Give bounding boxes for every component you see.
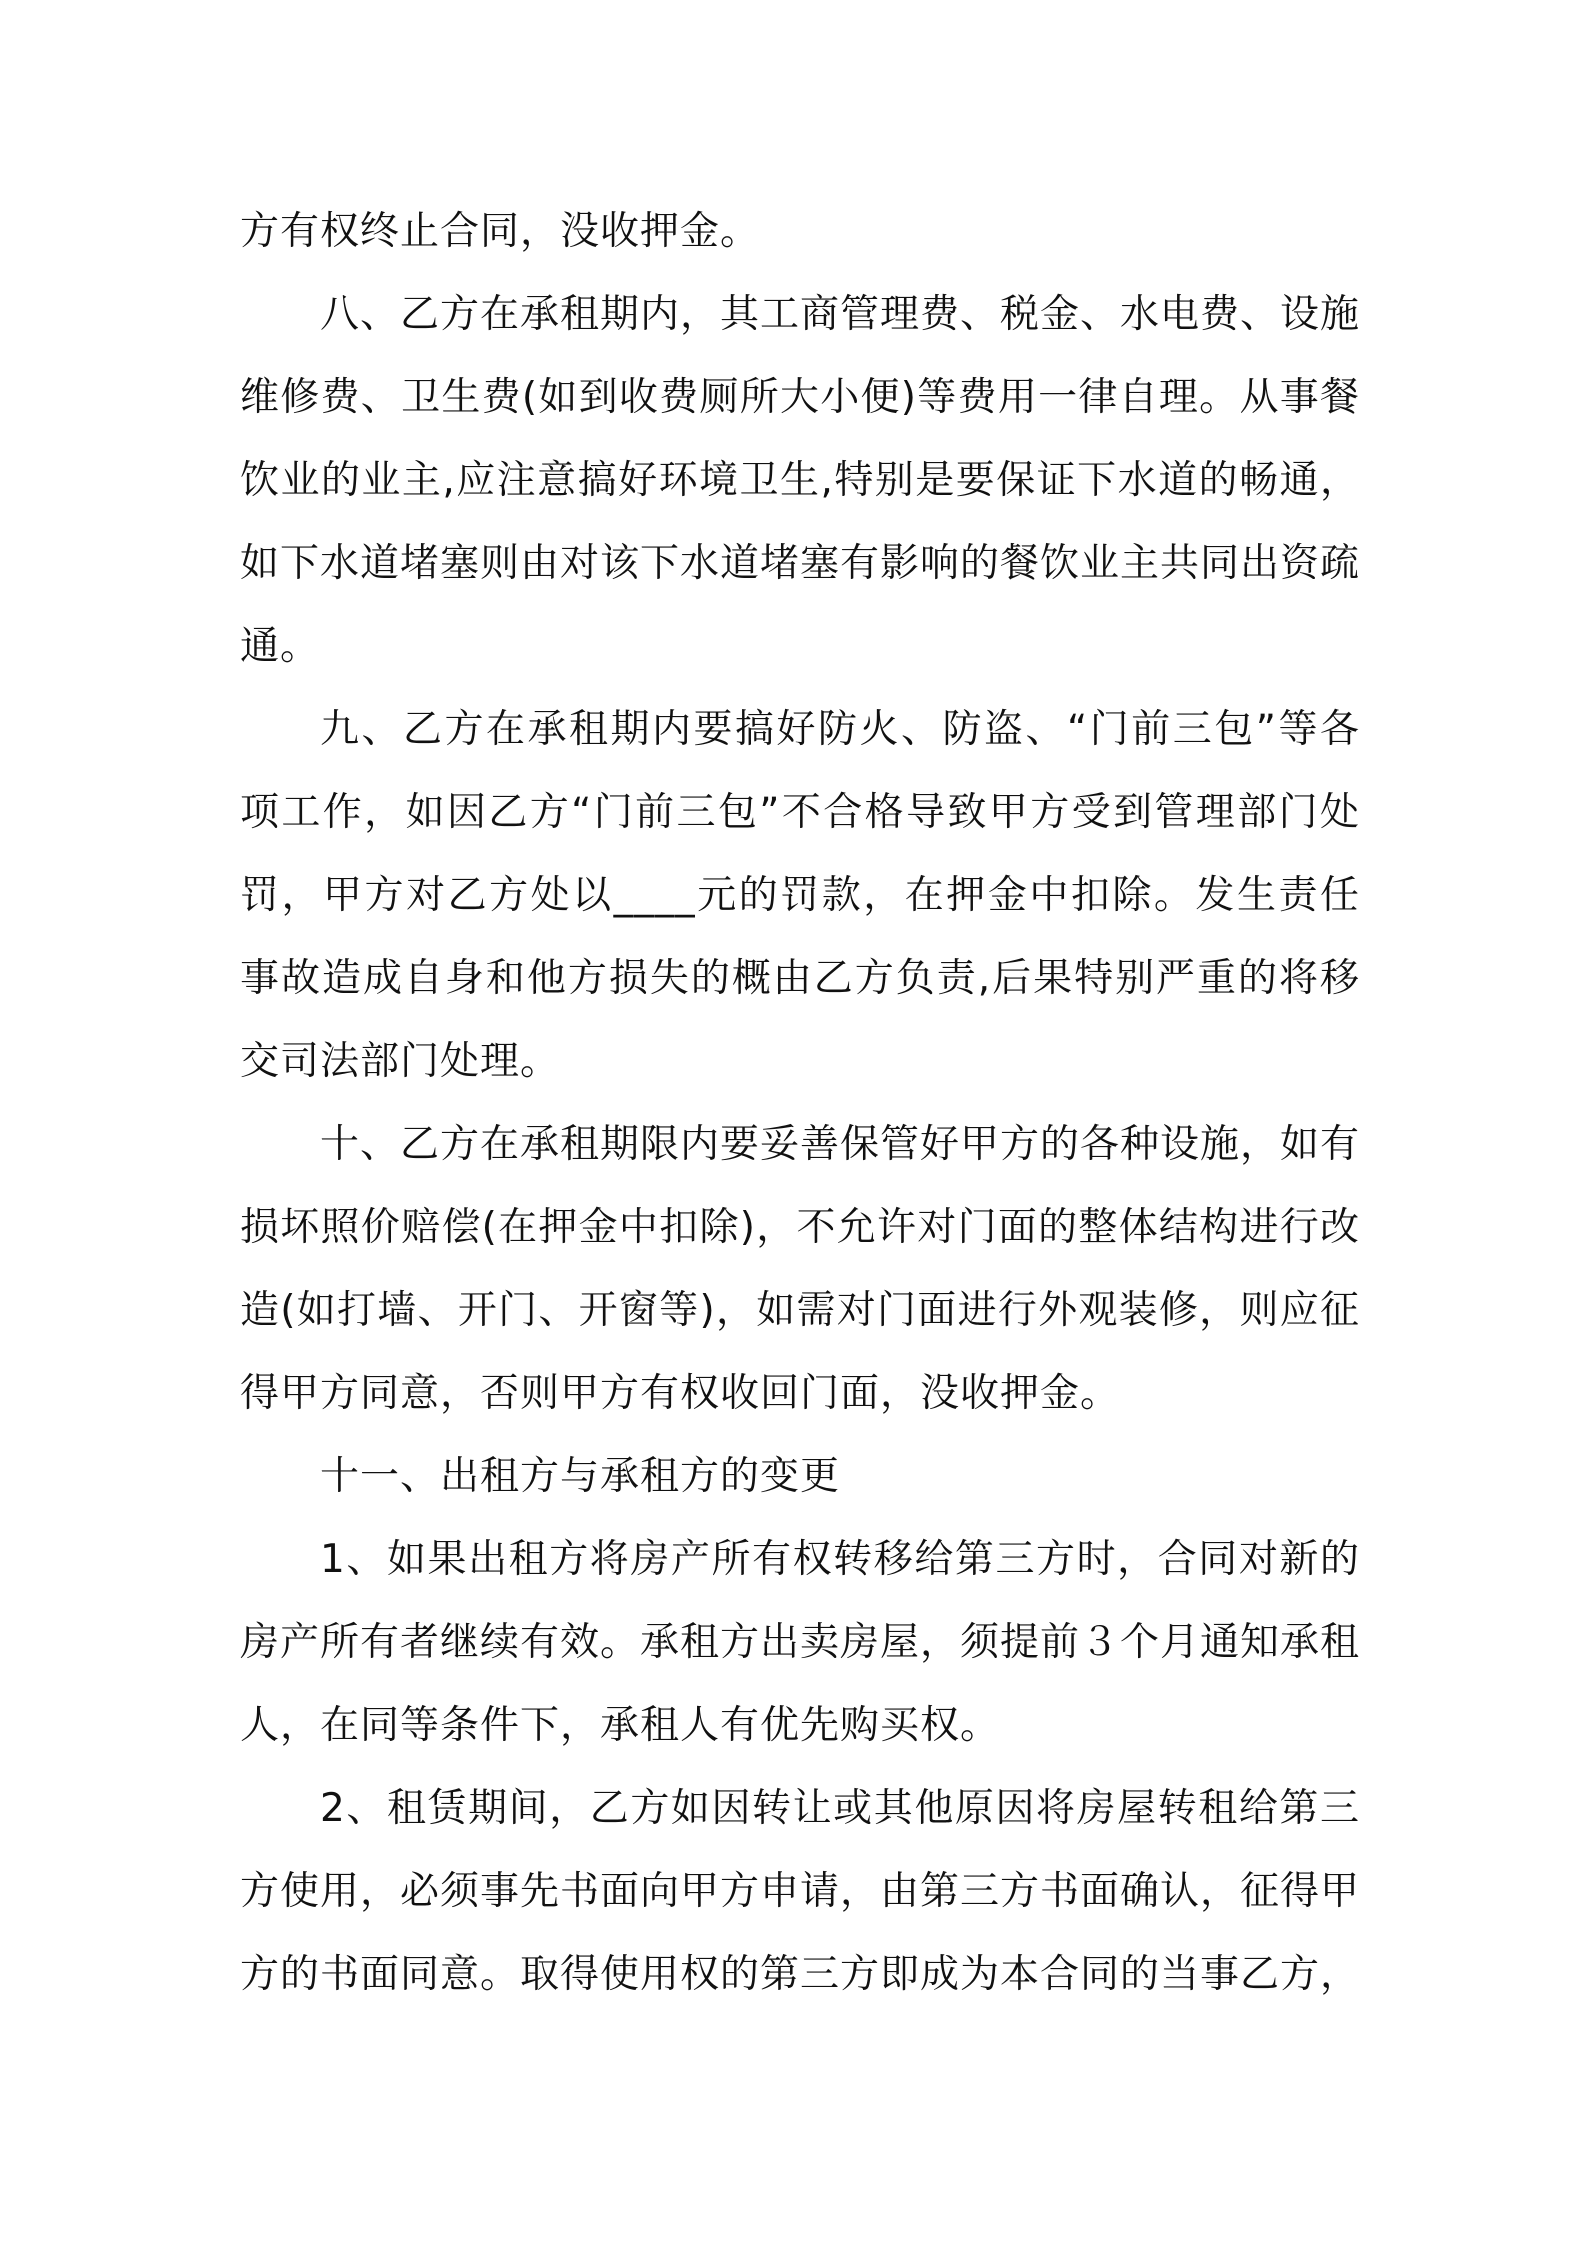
paragraph-clause-11-item-1: 1、如果出租方将房产所有权转移给第三方时，合同对新的房产所有者继续有效。承租方出卖房屋，须提前３个月通知承租人，在同等条件下，承租人有优先购买权。 <box>240 1537 1361 1748</box>
paragraph-clause-11-item-2: 2、租赁期间，乙方如因转让或其他原因将房屋转租给第三方使用，必须事先书面向甲方申请，由第三方书面确认，征得甲方的书面同意。取得使用权的第三方即成为本合同的当事乙方， <box>240 1786 1361 1997</box>
paragraph-continuation: 方有权终止合同，没收押金。 <box>240 209 761 254</box>
contract-body <box>240 190 1360 2016</box>
paragraph-clause-8: 八、乙方在承租期内，其工商管理费、税金、水电费、设施维修费、卫生费(如到收费厕所大小便)等费用一律自理。从事餐饮业的业主,应注意搞好环境卫生,特别是要保证下水道的畅通，如下水道堵塞则由对该下水道堵塞有影响的餐饮业主共同出资疏通。 <box>240 292 1361 669</box>
paragraph-clause-10: 十、乙方在承租期限内要妥善保管好甲方的各种设施，如有损坏照价赔偿(在押金中扣除)，不允许对门面的整体结构进行改造(如打墙、开门、开窗等)，如需对门面进行外观装修，则应征得甲方同意，否则甲方有权收回门面，没收押金。 <box>240 1122 1361 1416</box>
paragraph-clause-11-heading: 十一、出租方与承租方的变更 <box>320 1454 841 1499</box>
paragraph-clause-9: 九、乙方在承租期内要搞好防火、防盗、“门前三包”等各项工作，如因乙方“门前三包”不合格导致甲方受到管理部门处罚，甲方对乙方处以____元的罚款，在押金中扣除。发生责任事故造成自身和他方损失的概由乙方负责,后果特别严重的将移交司法部门处理。 <box>240 707 1360 1084</box>
